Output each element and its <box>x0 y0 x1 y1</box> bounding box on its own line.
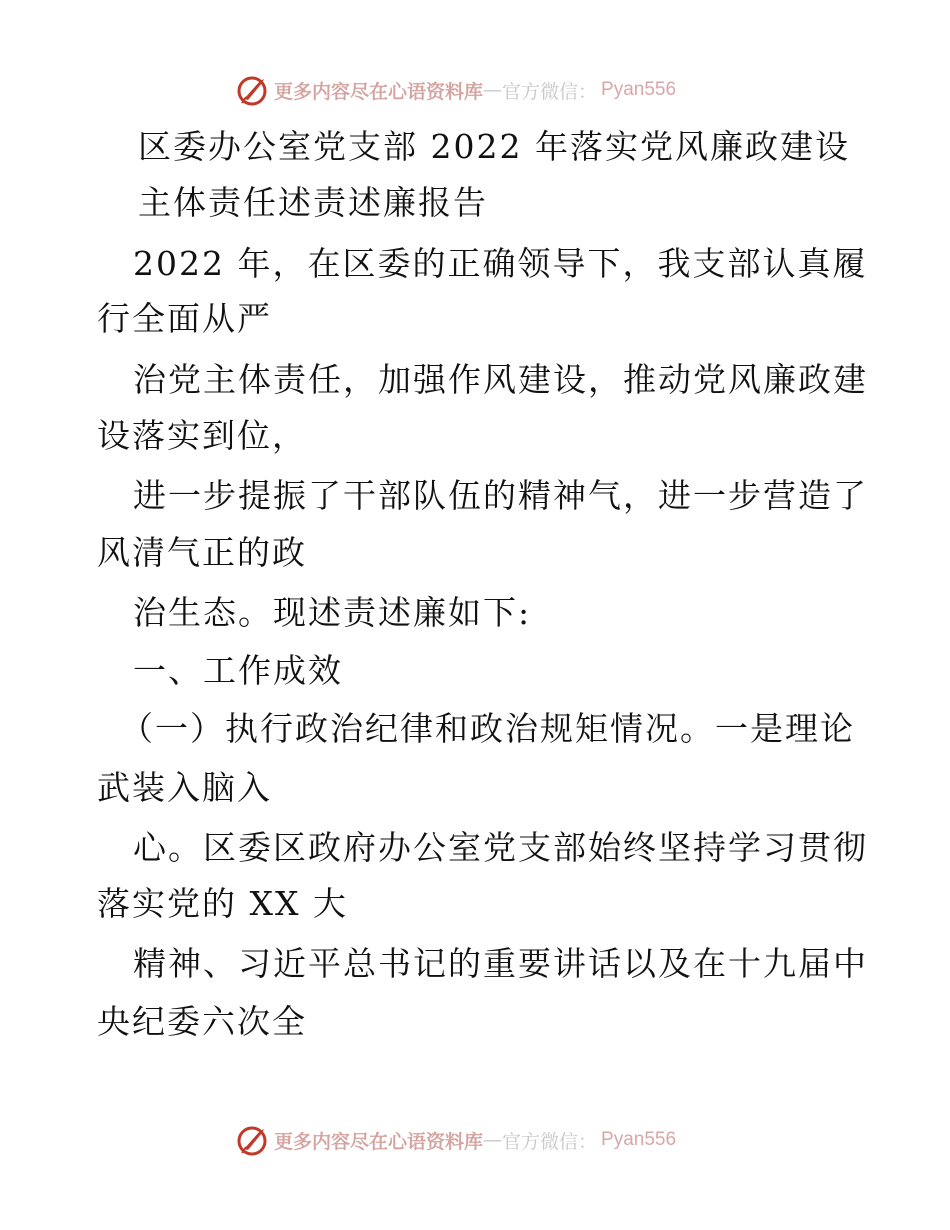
watermark-wechat-id: Pyan556 <box>601 79 677 100</box>
body-line: 行全面从严 <box>97 299 272 338</box>
footer-watermark <box>236 1122 676 1158</box>
body-line: 治党主体责任，加强作风建设，推动党风廉政建 <box>133 360 868 399</box>
body-line: 风清气正的政 <box>97 533 307 572</box>
body-line: 落实党的 XX 大 <box>97 884 348 923</box>
body-line: 进一步提振了干部队伍的精神气，进一步营造了 <box>133 476 868 515</box>
body-line: 心。区委区政府办公室党支部始终坚持学习贯彻 <box>133 828 868 867</box>
watermark-wechat-label: 官方微信： <box>502 80 598 103</box>
body-line: 2022 年，在区委的正确领导下，我支部认真履 <box>133 244 868 283</box>
quill-logo-icon <box>236 1123 270 1157</box>
watermark-wechat-label: 官方微信： <box>502 1130 598 1153</box>
watermark-wechat-id: Pyan556 <box>601 1129 677 1150</box>
watermark-brand: 更多内容尽在心语资料库 <box>274 1130 484 1153</box>
watermark-separator: — <box>483 79 503 101</box>
body-line: 设落实到位， <box>97 416 307 455</box>
document-title-line-2: 主体责任述责述廉报告 <box>138 183 488 222</box>
body-line: 央纪委六次全 <box>97 1002 307 1041</box>
document-title-line-1: 区委办公室党支部 2022 年落实党风廉政建设 <box>138 127 850 166</box>
quill-logo-icon <box>236 73 270 107</box>
body-line: 精神、习近平总书记的重要讲话以及在十九届中 <box>133 944 868 983</box>
body-line: 武装入脑入 <box>97 768 272 807</box>
header-watermark <box>236 72 676 108</box>
body-line: 治生态。现述责述廉如下: <box>133 593 532 632</box>
watermark-separator: — <box>483 1129 503 1151</box>
body-line: （一）执行政治纪律和政治规矩情况。一是理论 <box>120 709 855 748</box>
watermark-brand: 更多内容尽在心语资料库 <box>274 80 484 103</box>
section-heading: 一、工作成效 <box>133 651 343 690</box>
